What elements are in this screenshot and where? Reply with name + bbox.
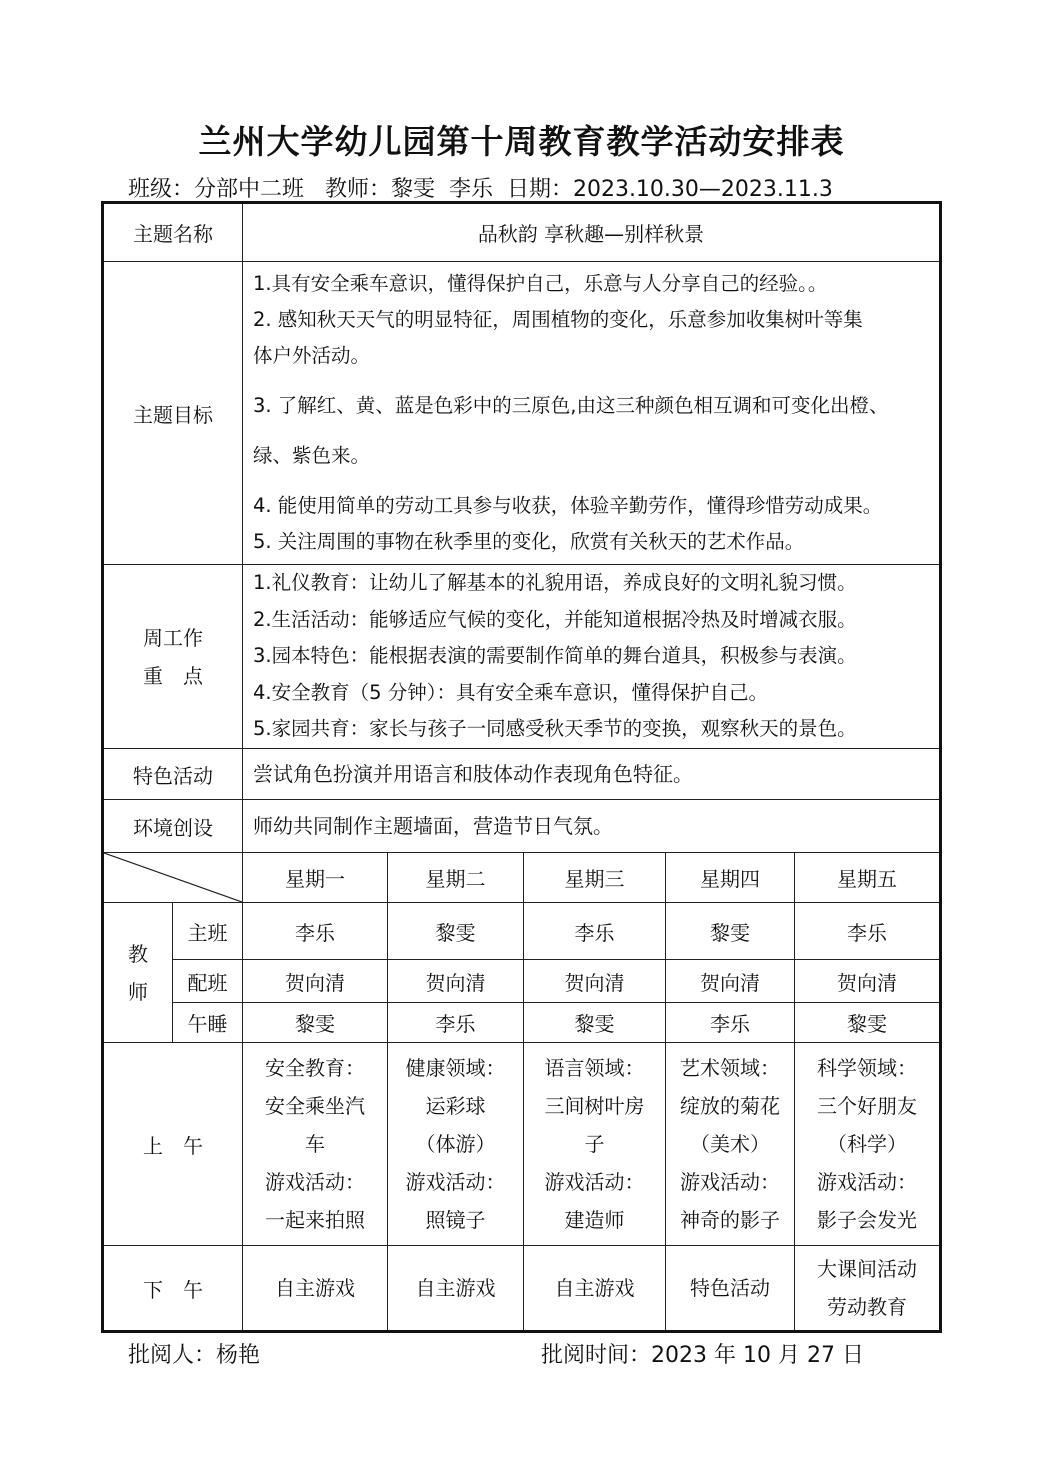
work-row bbox=[103, 565, 941, 749]
morning-tuesday bbox=[388, 1043, 524, 1246]
work-label bbox=[103, 565, 243, 749]
environment-label: 环境创设 bbox=[103, 800, 243, 853]
goals-label: 主题目标 bbox=[103, 262, 243, 565]
nap-teacher-label: 午睡 bbox=[173, 1003, 243, 1043]
nap-teacher-thursday: 李乐 bbox=[666, 1003, 795, 1043]
nap-teacher-row bbox=[103, 1003, 941, 1043]
weekday-header-row bbox=[103, 853, 941, 903]
morning-line: 车 bbox=[305, 1132, 325, 1156]
morning-line: 科学领域： bbox=[817, 1056, 917, 1080]
afternoon-line: 大课间活动 bbox=[817, 1257, 917, 1281]
schedule-table bbox=[101, 201, 942, 1333]
morning-line: 神奇的影子 bbox=[680, 1208, 780, 1232]
theme-label: 主题名称 bbox=[103, 203, 243, 262]
afternoon-line: 自主游戏 bbox=[554, 1276, 635, 1300]
class-info-line: 班级：分部中二班 教师：黎雯 李乐 日期：2023.10.30—2023.11.3 bbox=[128, 177, 833, 202]
review-date: 批阅时间：2023 年 10 月 27 日 bbox=[541, 1343, 864, 1368]
morning-line: 语言领域： bbox=[544, 1056, 645, 1080]
nap-teacher-friday: 黎雯 bbox=[795, 1003, 941, 1043]
goals-list bbox=[243, 262, 941, 565]
morning-line: 健康领域： bbox=[405, 1056, 506, 1080]
main-teacher-thursday: 黎雯 bbox=[666, 903, 795, 960]
afternoon-tuesday bbox=[388, 1246, 524, 1332]
work-line: 3.园本特色：能根据表演的需要制作简单的舞台道具，积极参与表演。 bbox=[253, 644, 857, 668]
assist-teacher-tuesday: 贺向清 bbox=[388, 960, 524, 1003]
goal-line: 3. 了解红、黄、蓝是色彩中的三原色,由这三种颜色相互调和可变化出橙、 bbox=[253, 394, 889, 417]
morning-monday bbox=[243, 1043, 388, 1246]
morning-line: 照镜子 bbox=[425, 1208, 486, 1232]
work-line: 1.礼仪教育：让幼儿了解基本的礼貌用语，养成良好的文明礼貌习惯。 bbox=[253, 571, 857, 595]
morning-thursday bbox=[666, 1043, 795, 1246]
afternoon-line: 自主游戏 bbox=[275, 1276, 355, 1300]
environment-row bbox=[103, 800, 941, 853]
feature-row bbox=[103, 749, 941, 800]
morning-line: 运彩球 bbox=[425, 1094, 486, 1118]
morning-line: 建造师 bbox=[564, 1208, 625, 1232]
afternoon-friday bbox=[795, 1246, 941, 1332]
main-teacher-row bbox=[103, 903, 941, 960]
diagonal-header-cell bbox=[103, 853, 243, 903]
morning-line: 三个好朋友 bbox=[817, 1094, 917, 1118]
nap-teacher-wednesday: 黎雯 bbox=[524, 1003, 666, 1043]
morning-line: 影子会发光 bbox=[817, 1208, 917, 1232]
main-teacher-monday: 李乐 bbox=[243, 903, 388, 960]
teacher-label bbox=[103, 903, 173, 1043]
teacher-label-char: 教 bbox=[128, 941, 148, 966]
weekday-friday: 星期五 bbox=[795, 853, 941, 903]
morning-line: 安全教育： bbox=[265, 1056, 365, 1080]
theme-value: 品秋韵 享秋趣—别样秋景 bbox=[243, 203, 941, 262]
afternoon-label: 下 午 bbox=[103, 1246, 243, 1332]
afternoon-line: 自主游戏 bbox=[415, 1276, 496, 1300]
assist-teacher-row bbox=[103, 960, 941, 1003]
main-teacher-friday: 李乐 bbox=[795, 903, 941, 960]
goal-line: 2. 感知秋天天气的明显特征，周围植物的变化，乐意参加收集树叶等集 bbox=[253, 308, 863, 331]
morning-friday bbox=[795, 1043, 941, 1246]
work-line: 2.生活活动：能够适应气候的变化，并能知道根据冷热及时增减衣服。 bbox=[253, 607, 857, 631]
main-teacher-tuesday: 黎雯 bbox=[388, 903, 524, 960]
goal-line: 1.具有安全乘车意识，懂得保护自己，乐意与人分享自己的经验。。 bbox=[253, 272, 828, 295]
morning-line: 游戏活动： bbox=[817, 1170, 917, 1194]
assist-teacher-friday: 贺向清 bbox=[795, 960, 941, 1003]
weekday-monday: 星期一 bbox=[243, 853, 388, 903]
work-label-line: 周工作 bbox=[143, 625, 203, 650]
morning-line: 绽放的菊花 bbox=[680, 1094, 780, 1118]
goals-row bbox=[103, 262, 941, 565]
feature-value: 尝试角色扮演并用语言和肢体动作表现角色特征。 bbox=[243, 749, 941, 800]
work-line: 5.家园共育：家长与孩子一同感受秋天季节的变换，观察秋天的景色。 bbox=[253, 717, 857, 741]
page-title: 兰州大学幼儿园第十周教育教学活动安排表 bbox=[198, 122, 845, 161]
goal-line: 绿、紫色来。 bbox=[253, 444, 371, 467]
morning-wednesday bbox=[524, 1043, 666, 1246]
morning-line: 三间树叶房 bbox=[544, 1094, 645, 1118]
nap-teacher-tuesday: 李乐 bbox=[388, 1003, 524, 1043]
main-teacher-wednesday: 李乐 bbox=[524, 903, 666, 960]
afternoon-row bbox=[103, 1246, 941, 1332]
morning-line: 艺术领域： bbox=[680, 1056, 780, 1080]
morning-line: 一起来拍照 bbox=[265, 1208, 365, 1232]
weekday-tuesday: 星期二 bbox=[388, 853, 524, 903]
morning-line: 安全乘坐汽 bbox=[265, 1094, 365, 1118]
afternoon-wednesday bbox=[524, 1246, 666, 1332]
theme-row bbox=[103, 203, 941, 262]
weekday-thursday: 星期四 bbox=[666, 853, 795, 903]
feature-label: 特色活动 bbox=[103, 749, 243, 800]
goal-line: 体户外活动。 bbox=[253, 344, 371, 367]
goal-line: 5. 关注周围的事物在秋季里的变化，欣赏有关秋天的艺术作品。 bbox=[253, 530, 805, 553]
work-label-line: 重 点 bbox=[143, 663, 203, 688]
morning-line: 游戏活动： bbox=[405, 1170, 506, 1194]
nap-teacher-monday: 黎雯 bbox=[243, 1003, 388, 1043]
assist-teacher-monday: 贺向清 bbox=[243, 960, 388, 1003]
work-list bbox=[243, 565, 941, 749]
morning-line: （体游） bbox=[415, 1132, 496, 1156]
morning-line: （美术） bbox=[690, 1132, 770, 1156]
morning-line: （科学） bbox=[827, 1132, 907, 1156]
assist-teacher-wednesday: 贺向清 bbox=[524, 960, 666, 1003]
assist-teacher-label: 配班 bbox=[173, 960, 243, 1003]
main-teacher-label: 主班 bbox=[173, 903, 243, 960]
afternoon-line: 特色活动 bbox=[690, 1276, 770, 1300]
reviewer: 批阅人：杨艳 bbox=[128, 1343, 261, 1368]
diagonal-line bbox=[104, 853, 242, 902]
afternoon-thursday bbox=[666, 1246, 795, 1332]
assist-teacher-thursday: 贺向清 bbox=[666, 960, 795, 1003]
goal-line: 4. 能使用简单的劳动工具参与收获，体验辛勤劳作，懂得珍惜劳动成果。 bbox=[253, 494, 883, 517]
morning-line: 游戏活动： bbox=[544, 1170, 645, 1194]
morning-label: 上 午 bbox=[103, 1043, 243, 1246]
morning-line: 子 bbox=[584, 1132, 605, 1156]
morning-line: 游戏活动： bbox=[680, 1170, 780, 1194]
morning-line: 游戏活动： bbox=[265, 1170, 365, 1194]
work-line: 4.安全教育（5 分钟）：具有安全乘车意识，懂得保护自己。 bbox=[253, 680, 768, 704]
teacher-label-char: 师 bbox=[128, 979, 148, 1004]
afternoon-line: 劳动教育 bbox=[827, 1295, 907, 1319]
weekday-wednesday: 星期三 bbox=[524, 853, 666, 903]
morning-row bbox=[103, 1043, 941, 1246]
environment-value: 师幼共同制作主题墙面，营造节日气氛。 bbox=[243, 800, 941, 853]
afternoon-monday bbox=[243, 1246, 388, 1332]
